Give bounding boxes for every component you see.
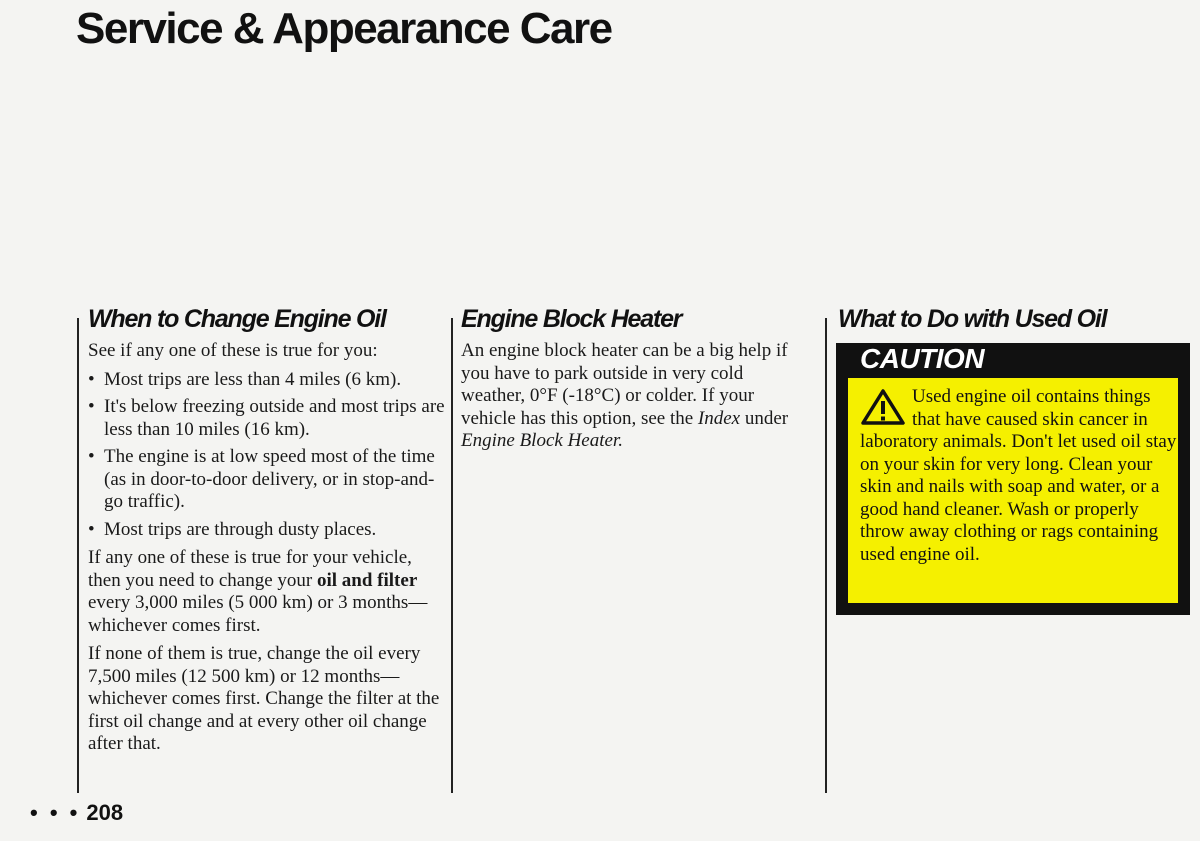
- bullet-icon: •: [88, 368, 95, 390]
- caution-label: CAUTION: [860, 343, 985, 374]
- section-block-heater: [461, 305, 791, 459]
- section-used-oil: [838, 305, 1188, 340]
- condition-list: [88, 369, 448, 542]
- list-item: • Most trips are less than 4 miles (6 km).: [88, 368, 402, 390]
- list-item: • The engine is at low speed most of the time (as in door-to-door delivery, or in stop-and-go traffic).: [88, 446, 435, 512]
- index-reference: Index: [697, 407, 741, 429]
- emphasis-text: oil and filter: [316, 569, 418, 591]
- caution-text: Used engine oil contains things that have caused skin cancer in laboratory animals. Don't let used oil stay on your skin for very long. Clean your skin and nails with soap and water, or a good hand cleaner. Wash or properly throw away clothing or rags containing used engine oil.: [860, 386, 1177, 565]
- change-interval-text: If any one of these is true for your vehicle, then you need to change your oil and filter every 3,000 miles (5 000 km) or 3 months—whichever comes first.: [88, 547, 428, 636]
- page-footer: [30, 800, 123, 826]
- warning-triangle-icon: [860, 388, 906, 426]
- list-item: • It's below freezing outside and most trips are less than 10 miles (16 km).: [88, 396, 445, 440]
- section-heading: What to Do with Used Oil: [838, 305, 1107, 333]
- column-divider: [77, 318, 79, 793]
- section-heading: Engine Block Heater: [461, 305, 682, 333]
- block-heater-text: An engine block heater can be a big help if you have to park outside in very cold weather, 0°F (-18°C) or colder. If your vehicle has this option, see the Index under Engine Block Heater.: [461, 340, 789, 451]
- column-divider: [825, 318, 827, 793]
- page-dots: • • •: [30, 800, 81, 825]
- bullet-icon: •: [88, 446, 95, 467]
- intro-text: See if any one of these is true for you:: [88, 340, 378, 361]
- section-change-oil: [88, 305, 448, 762]
- page-number: 208: [86, 800, 124, 825]
- normal-interval-text: If none of them is true, change the oil every 7,500 miles (12 500 km) or 12 months—whichever comes first. Change the filter at the first oil change and at every other oil change after that.: [88, 643, 440, 754]
- column-divider: [451, 318, 453, 793]
- heater-reference: Engine Block Heater.: [461, 430, 623, 451]
- section-heading: When to Change Engine Oil: [88, 305, 386, 333]
- bullet-icon: •: [88, 518, 95, 540]
- caution-panel: [848, 378, 1178, 603]
- page-title: Service & Appearance Care: [76, 4, 612, 53]
- list-item: • Most trips are through dusty places.: [88, 518, 377, 540]
- bullet-icon: •: [88, 396, 95, 417]
- caution-box: [836, 343, 1190, 615]
